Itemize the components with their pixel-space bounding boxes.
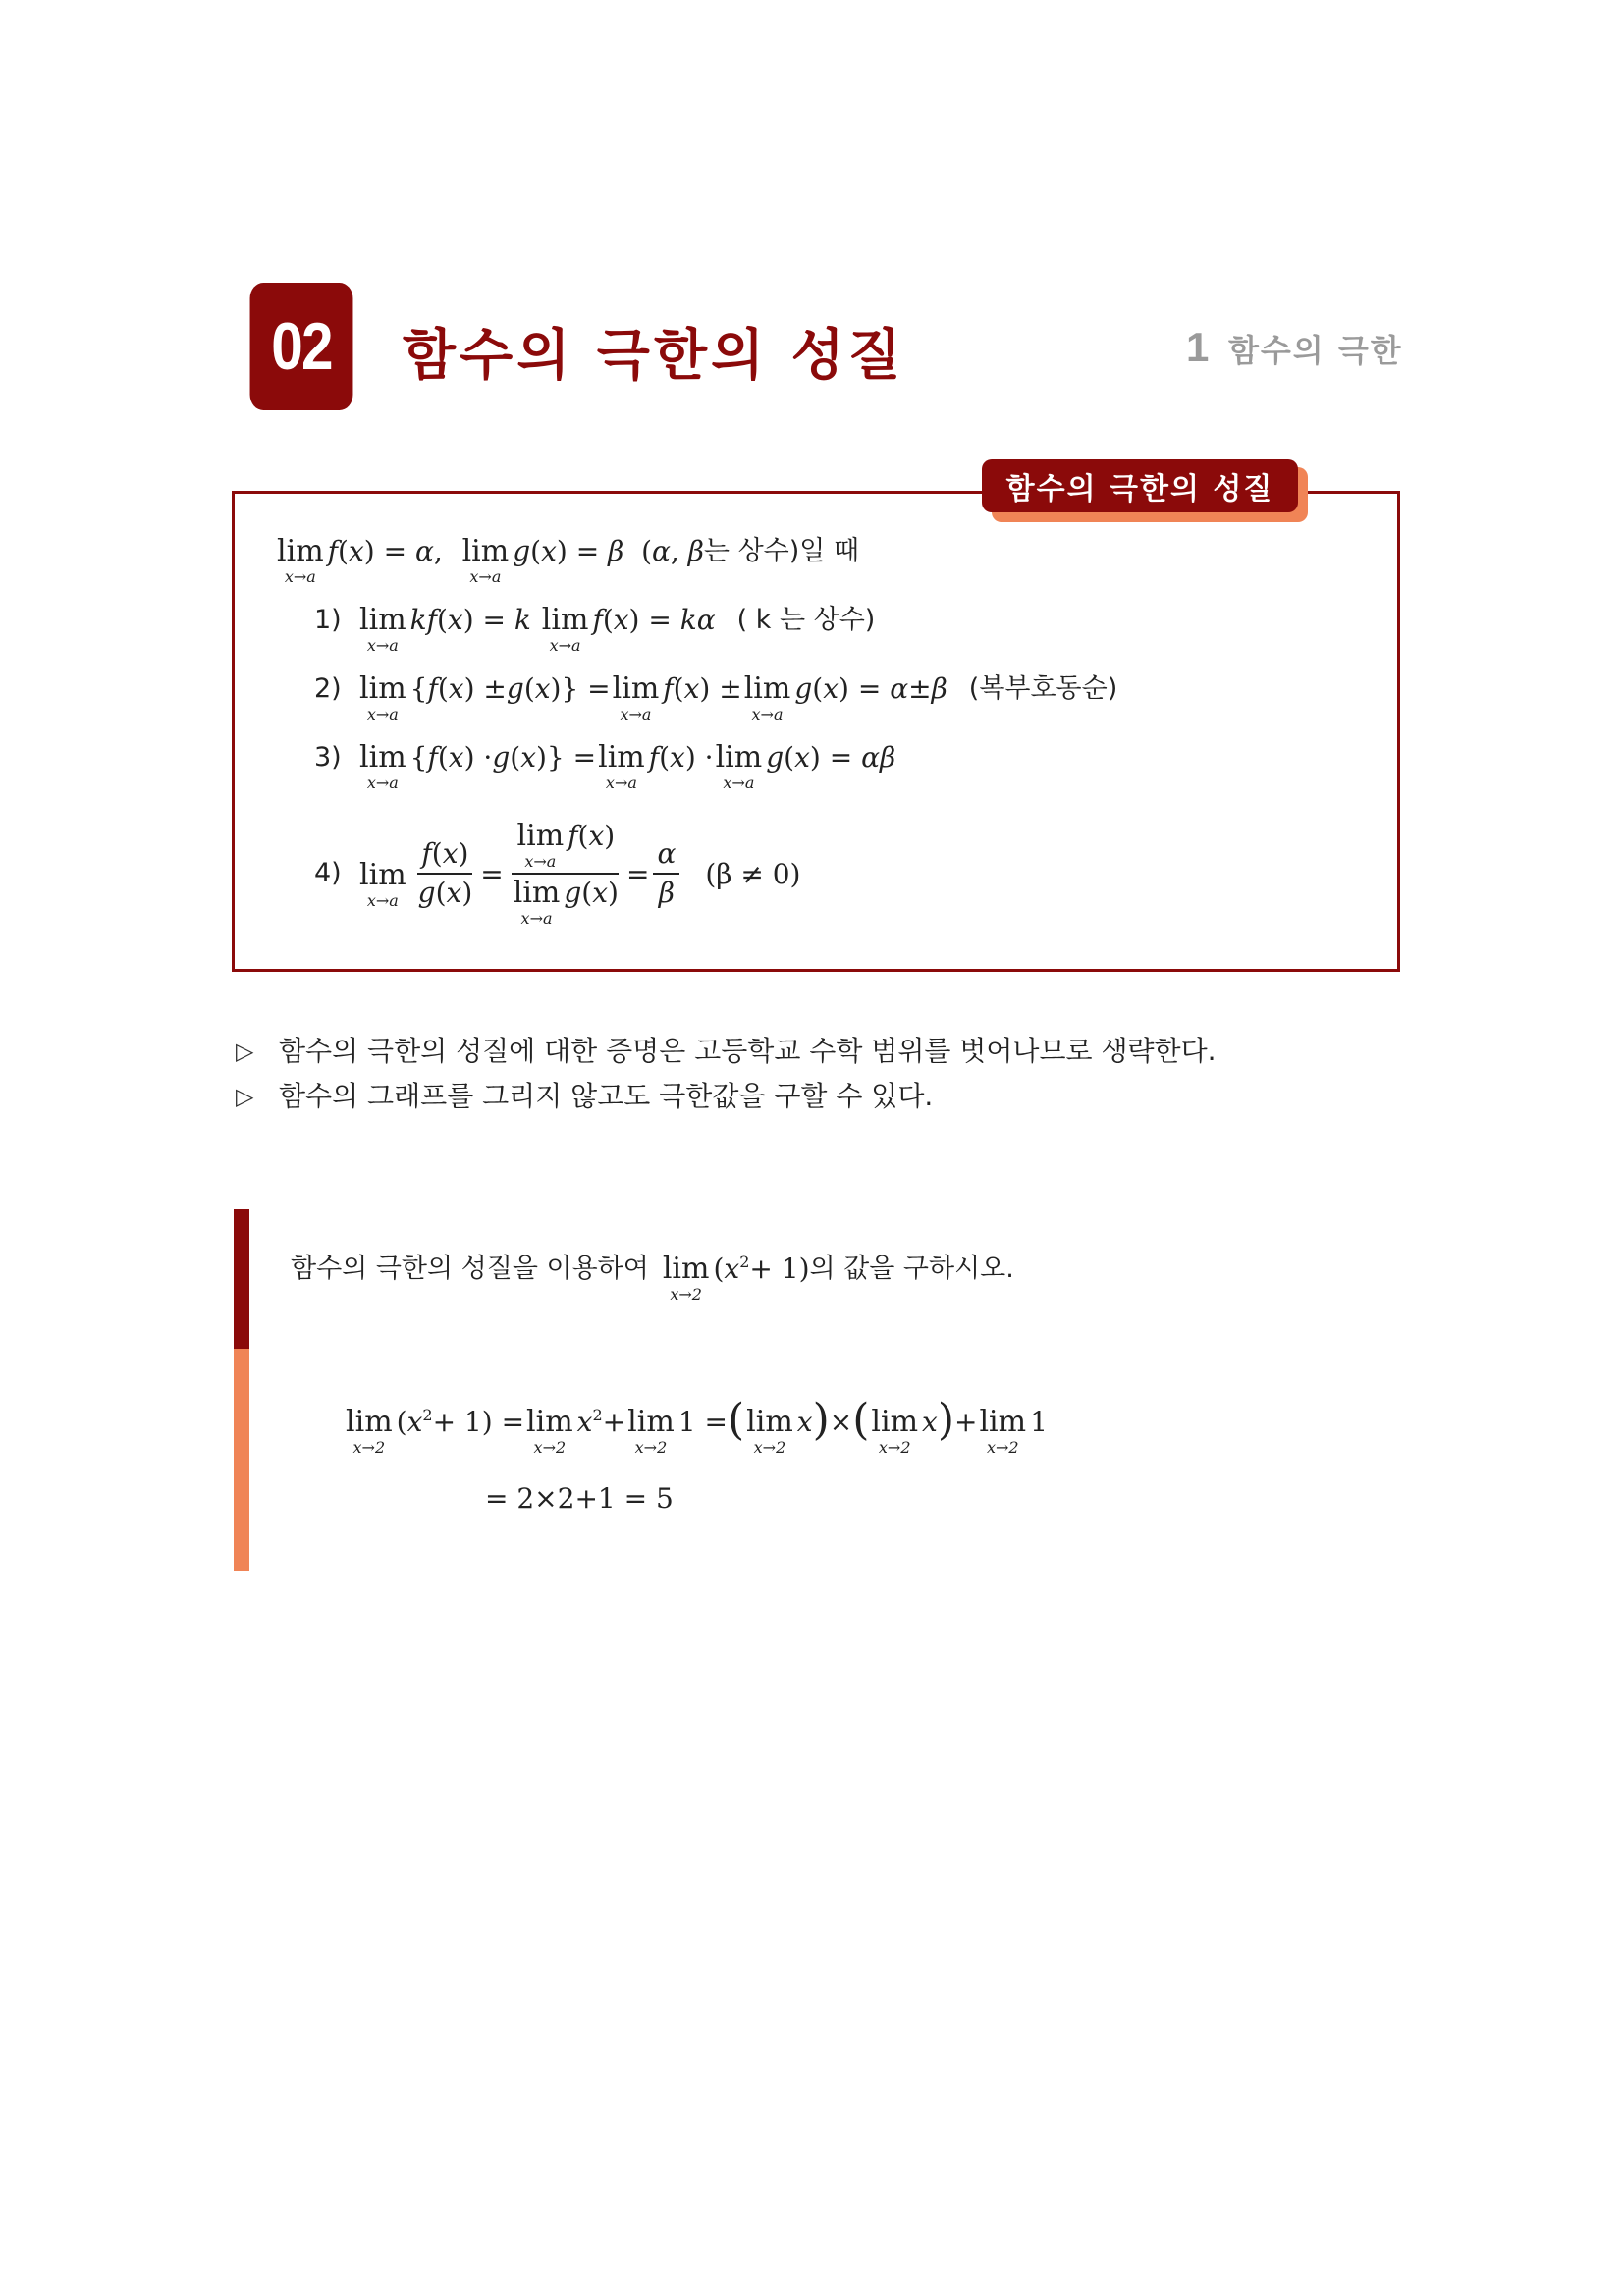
item-note: ( k 는 상수) <box>736 605 876 635</box>
item-index: 3) <box>314 742 342 773</box>
chapter-heading <box>1186 324 1403 371</box>
property-3: 3) lim x→a { f ( x ) · g ( x )} = lim x→a f ( x ) · lim x→a g ( x ) = αβ <box>314 740 896 792</box>
solution-line-1: lim x→2 ( x $^2$ + 1) = lim x→2 x $^2$ + lim x→2 1 = ( lim x→2 x ) × ( lim x→2 x ) + lim x→2 1 <box>346 1395 1048 1457</box>
example-bar-solution <box>234 1349 249 1571</box>
question-suffix: 의 값을 구하시오. <box>809 1254 1014 1284</box>
triangle-icon: ▷ <box>236 1083 254 1110</box>
note-text: 함수의 극한의 성질에 대한 증명은 고등학교 수학 범위를 벗어나므로 생략한다. <box>279 1035 1217 1067</box>
item-index: 1) <box>314 605 342 635</box>
item-note: (복부호동순) <box>968 673 1118 704</box>
triangle-icon: ▷ <box>236 1038 254 1065</box>
item-index: 2) <box>314 673 342 704</box>
premise-suffix: 는 상수)일 때 <box>703 536 860 566</box>
page-title: 함수의 극한의 성질 <box>403 324 905 388</box>
notes <box>236 1029 1217 1119</box>
item-index: 4) <box>314 858 342 888</box>
example-bar-question <box>234 1209 249 1349</box>
note-line <box>236 1074 1217 1119</box>
chapter-number: 1 <box>1186 324 1210 370</box>
question-prefix: 함수의 극한의 성질을 이용하여 <box>291 1254 649 1284</box>
premise-formula: lim x→a f ( x ) = α , lim x→a g ( x ) = β ( α , β 는 상수)일 때 <box>277 534 860 586</box>
item-note: (β ≠ 0) <box>705 857 801 890</box>
property-1: 1) lim x→a kf ( x ) = k lim x→a f ( x ) = kα ( k 는 상수) <box>314 603 876 655</box>
solution-line-2: = 2×2+1 = 5 <box>485 1482 674 1515</box>
example-question: 함수의 극한의 성질을 이용하여 lim x→2 ( x $^2$ + 1) 의 값을 구하시오. <box>291 1252 1014 1304</box>
box-tag: 함수의 극한의 성질 <box>982 459 1298 512</box>
property-4: 4) lim x→a $\frac{f(x)}{g(x)}$ = lim x→a f ( x ) lim x→a g ( x ) = $\frac{\alpha}{\beta}$ (β ≠ 0) <box>314 819 801 928</box>
chapter-title: 함수의 극한 <box>1227 332 1403 369</box>
note-line <box>236 1029 1217 1074</box>
section-number-badge: 02 <box>250 283 353 410</box>
property-2: 2) lim x→a { f ( x ) ± g ( x )} = lim x→a f ( x ) ± lim x→a g ( x ) = α ± β (복부호동순) <box>314 671 1118 723</box>
note-text: 함수의 그래프를 그리지 않고도 극한값을 구할 수 있다. <box>279 1080 934 1112</box>
